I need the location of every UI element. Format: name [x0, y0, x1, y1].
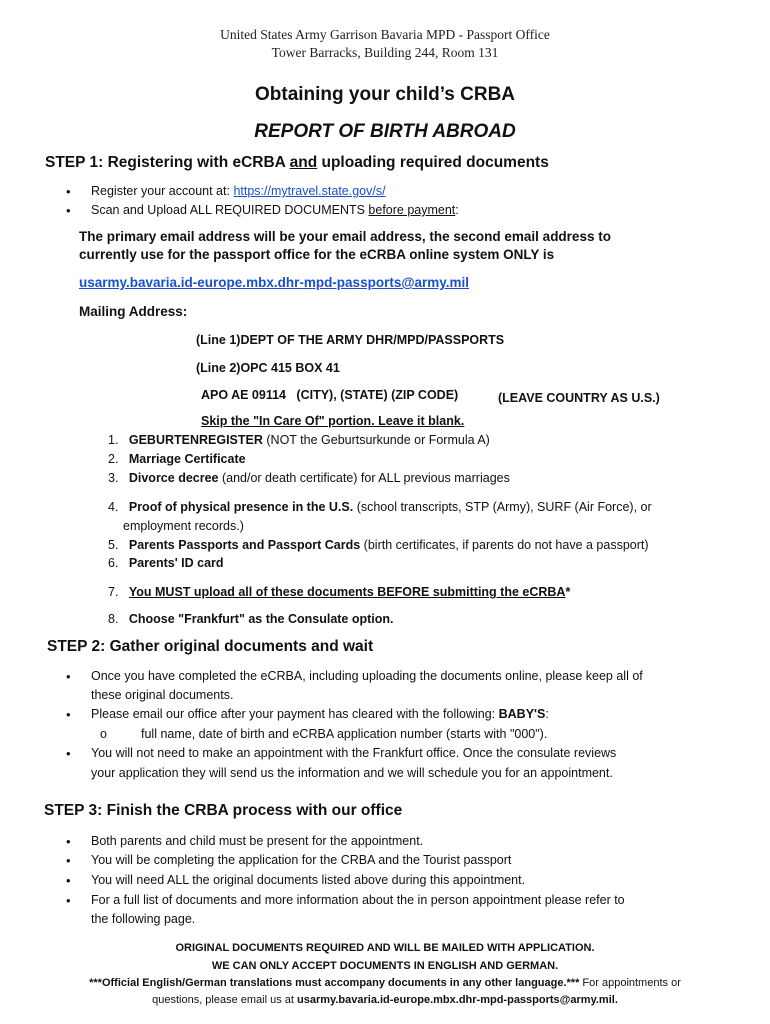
step2-bullet3-line2: your application they will send us the information and we will schedule you for an appointment.: [91, 766, 613, 780]
bullet-icon: •: [66, 834, 71, 849]
skip-care-of-note: Skip the "In Care Of" portion. Leave it blank.: [201, 414, 465, 428]
bullet-icon: •: [66, 893, 71, 908]
step1-heading-post: uploading required documents: [317, 154, 549, 171]
page-title: Obtaining your child’s CRBA: [254, 84, 516, 105]
item-bold: You MUST upload all of these documents BEFORE submitting the eCRBA: [128, 585, 566, 599]
mailing-country-note: (LEAVE COUNTRY AS U.S.): [498, 391, 660, 405]
item-number: 4.: [108, 500, 119, 514]
step2-bullet1-line2: these original documents.: [91, 688, 234, 702]
item-text: (school transcripts, STP (Army), SURF (Air Force), or: [353, 500, 652, 514]
bullet-icon: •: [66, 746, 71, 761]
email-note-line-2: currently use for the passport office for the eCRBA online system ONLY is: [79, 247, 555, 262]
item-bold: Marriage Certificate: [128, 452, 246, 466]
header-line-1: United States Army Garrison Bavaria MPD - Passport Office: [220, 27, 550, 42]
office-email-link[interactable]: usarmy.bavaria.id-europe.mbx.dhr-mpd-passports@army.mil: [79, 275, 470, 290]
item-bold: Parents Passports and Passport Cards: [128, 538, 361, 552]
email-note-line-1: The primary email address will be your email address, the second email address to: [79, 229, 611, 244]
doc-item-1: [108, 433, 490, 447]
item-number: 2.: [108, 452, 119, 466]
bullet-icon: •: [66, 669, 71, 684]
bullet-icon: •: [66, 873, 71, 888]
step3-bullet3-text: You will need ALL the original documents listed above during this appointment.: [91, 873, 526, 887]
doc-item-4: [108, 500, 652, 514]
item-text: (birth certificates, if parents do not have a passport): [360, 538, 649, 552]
bullet-icon: •: [66, 707, 71, 722]
sub-bullet-marker: o: [100, 727, 107, 741]
footer-line-4: [0, 994, 770, 1006]
mailing-line-2: (Line 2)OPC 415 BOX 41: [196, 361, 340, 375]
item-number: 1.: [108, 433, 119, 447]
item-number: 5.: [108, 538, 119, 552]
doc-item-6: [108, 556, 224, 570]
mailing-line-1: (Line 1)DEPT OF THE ARMY DHR/MPD/PASSPORTS: [196, 333, 505, 347]
bullet2-end: :: [455, 203, 459, 217]
item-number: 6.: [108, 556, 119, 570]
step1-heading: [45, 154, 549, 172]
footer-line-2: WE CAN ONLY ACCEPT DOCUMENTS IN ENGLISH AND GERMAN.: [211, 960, 559, 972]
step2-heading: STEP 2: Gather original documents and wait: [47, 638, 374, 655]
item-bold: Parents' ID card: [128, 556, 224, 570]
footer-appointments-text: For appointments or: [579, 977, 681, 989]
step3-bullet4-line2: the following page.: [91, 912, 196, 926]
sub-bullet-text: full name, date of birth and eCRBA application number (starts with "000").: [141, 727, 548, 741]
step2-bullet2-end: :: [545, 707, 549, 721]
item-number: 3.: [108, 471, 119, 485]
page-subtitle: REPORT OF BIRTH ABROAD: [254, 121, 516, 142]
step3-bullet1-text: Both parents and child must be present for the appointment.: [91, 834, 424, 848]
item-bold: Choose "Frankfurt" as the Consulate option.: [128, 612, 394, 626]
doc-item-5: [108, 538, 649, 552]
bullet-icon: •: [66, 203, 71, 218]
step2-bullet2-text: Please email our office after your payment has cleared with the following:: [91, 707, 499, 721]
item-number: 8.: [108, 612, 119, 626]
bullet1-text: Register your account at:: [91, 184, 234, 198]
mailing-line-3: APO AE 09114 (CITY), (STATE) (ZIP CODE): [201, 388, 459, 402]
item-text: (NOT the Geburtsurkunde or Formula A): [262, 433, 490, 447]
item-text: employment records.): [123, 519, 244, 533]
footer-line-1: ORIGINAL DOCUMENTS REQUIRED AND WILL BE MAILED WITH APPLICATION.: [175, 942, 595, 954]
step1-heading-pre: STEP 1: Registering with eCRBA: [45, 154, 290, 171]
item-text: *: [565, 585, 571, 599]
mailing-address-label: Mailing Address:: [79, 304, 188, 319]
doc-item-8: [108, 612, 394, 626]
doc-item-2: [108, 452, 246, 466]
doc-item-7: [108, 585, 570, 599]
header-line-2: Tower Barracks, Building 244, Room 131: [271, 45, 499, 60]
doc-item-4-continued: [123, 519, 244, 533]
footer-translation-note: ***Official English/German translations must accompany documents in any other language.***: [89, 977, 580, 989]
bullet-icon: •: [66, 184, 71, 199]
step2-bullet2-bold: BABY'S: [498, 707, 546, 721]
bullet2-underlined: before payment: [368, 203, 456, 217]
step2-bullet1-line1: Once you have completed the eCRBA, including uploading the documents online, please keep all of: [91, 669, 643, 683]
bullet2-text: Scan and Upload ALL REQUIRED DOCUMENTS: [91, 203, 369, 217]
item-text: (and/or death certificate) for ALL previous marriages: [218, 471, 510, 485]
step3-bullet4-line1: For a full list of documents and more information about the in person appointment please refer to: [91, 893, 625, 907]
mytravel-link[interactable]: https://mytravel.state.gov/s/: [233, 184, 386, 198]
doc-item-3: [108, 471, 510, 485]
item-bold: GEBURTENREGISTER: [128, 433, 263, 447]
step1-heading-and: and: [289, 154, 318, 171]
item-bold: Divorce decree: [128, 471, 219, 485]
footer-questions-text: questions, please email us at: [152, 994, 298, 1006]
item-number: 7.: [108, 585, 119, 599]
footer-line-3: [0, 977, 770, 989]
item-bold: Proof of physical presence in the U.S.: [128, 500, 354, 514]
footer-email[interactable]: usarmy.bavaria.id-europe.mbx.dhr-mpd-passports@army.mil.: [297, 994, 618, 1006]
step2-bullet3-line1: You will not need to make an appointment with the Frankfurt office. Once the consulate reviews: [91, 746, 617, 760]
step3-bullet2-text: You will be completing the application for the CRBA and the Tourist passport: [91, 853, 512, 867]
step3-heading: STEP 3: Finish the CRBA process with our office: [44, 802, 403, 819]
bullet-icon: •: [66, 853, 71, 868]
